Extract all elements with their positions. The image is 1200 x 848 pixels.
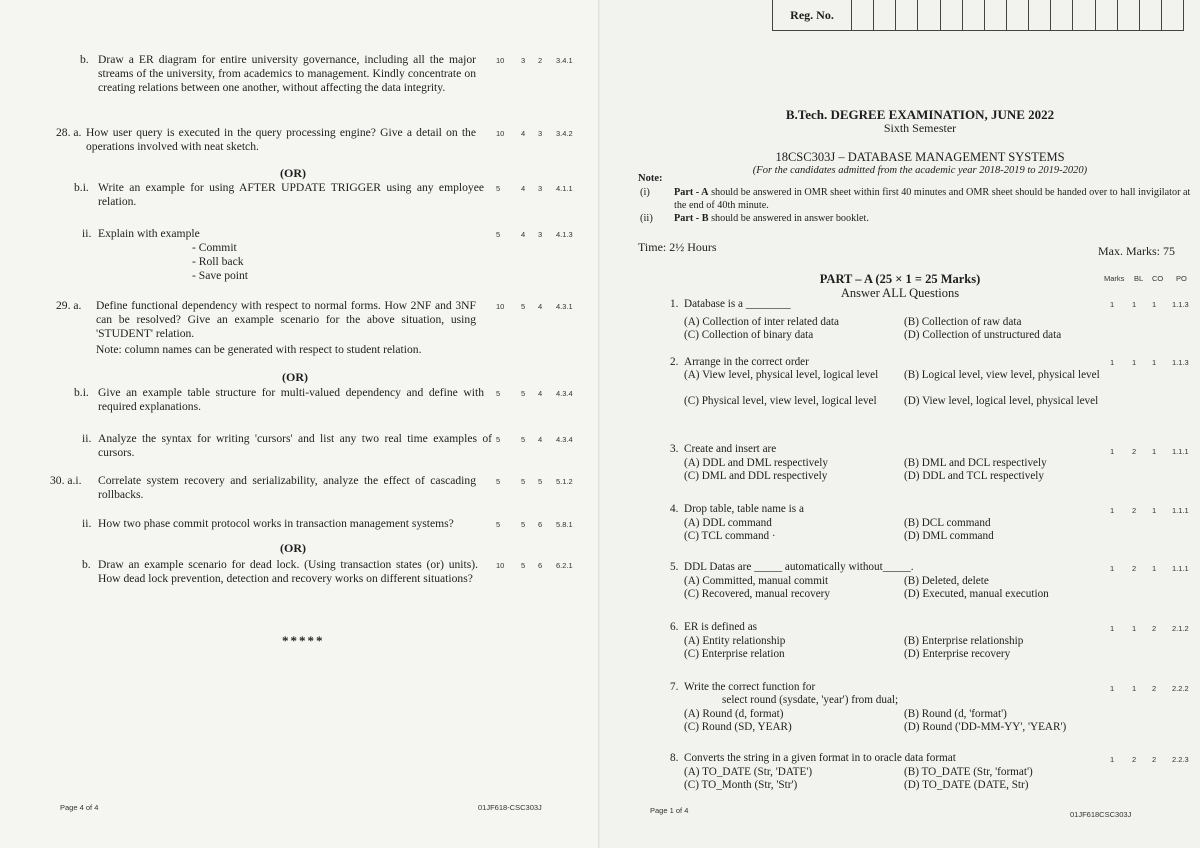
note-1-num: (i) <box>640 187 650 198</box>
mcq-3: 3. Create and insert are <box>670 443 777 455</box>
question-text: Analyze the syntax for writing 'cursors' and list any two real time examples of cursors. <box>98 432 492 459</box>
mcq-option: (B) Collection of raw data <box>904 316 1022 328</box>
mcq-option: (C) TCL command · <box>684 530 776 542</box>
footer-page-number: Page 1 of 4 <box>650 806 689 815</box>
mcq-text: Write the correct function for <box>684 681 816 693</box>
note-1-bold: Part - A <box>674 187 709 198</box>
question-text: How two phase commit protocol works in transaction management systems? <box>98 517 454 530</box>
mcq-option: (D) View level, logical level, physical level <box>904 395 1099 407</box>
candidates-note: (For the candidates admitted from the academic year 2018-2019 to 2019-2020) <box>752 165 1088 176</box>
mcq-text: Arrange in the correct order <box>684 356 809 368</box>
note-1-text: should be answered in OMR sheet within first 40 minutes and OMR sheet should be handed over to hall invigilator at the end of 40th minute. <box>674 187 1191 211</box>
mcq-option: (C) Recovered, manual recovery <box>684 588 830 600</box>
mcq-option: (A) Committed, manual commit <box>684 575 829 587</box>
question-text: Give an example table structure for multi-valued dependency and define with required explanations. <box>98 386 484 413</box>
exam-title: B.Tech. DEGREE EXAMINATION, JUNE 2022 <box>785 107 1055 122</box>
mcq-text: Drop table, table name is a <box>684 503 804 515</box>
mcq-7: 7. Write the correct function for <box>670 681 816 693</box>
mcq-option: (D) DDL and TCL respectively <box>904 470 1045 482</box>
note-2-text: should be answered in answer booklet. <box>708 213 869 224</box>
mcq-option: (B) DML and DCL respectively <box>904 457 1047 469</box>
or-separator: (OR) <box>282 370 308 384</box>
exam-time: Time: 2½ Hours <box>638 240 717 254</box>
reg-no-box <box>772 0 1184 31</box>
mcq-option: (D) TO_DATE (DATE, Str) <box>904 779 1029 791</box>
column-header-po: PO <box>1176 274 1187 283</box>
mcq-2: 2. Arrange in the correct order <box>670 356 809 368</box>
bullet-item: - Roll back <box>192 255 244 268</box>
note-1 <box>674 187 1198 212</box>
part-title: PART – A (25 × 1 = 25 Marks) <box>819 272 981 286</box>
or-separator: (OR) <box>280 166 306 180</box>
mcq-option: (B) DCL command <box>904 517 991 529</box>
question-number: 30. a.i. <box>50 474 82 487</box>
mcq-text: ER is defined as <box>684 621 758 633</box>
question-number: b.i. <box>74 181 89 194</box>
note-2-num: (ii) <box>640 213 653 224</box>
mcq-option: (A) Collection of inter related data <box>684 316 840 328</box>
mcq-subline: select round (sysdate, 'year') from dual; <box>722 694 899 706</box>
column-header-bl: BL <box>1134 274 1144 283</box>
question-number: ii. <box>82 432 92 445</box>
mcq-option: (C) Physical level, view level, logical level <box>684 395 877 407</box>
mcq-option: (B) Round (d, 'format') <box>904 708 1007 720</box>
question-text: Draw an example scenario for dead lock. (Using transaction states (or) units). How dead lock prevention, detection and recovery works on different situations? <box>98 558 478 585</box>
mcq-option: (B) Enterprise relationship <box>904 635 1024 647</box>
right-page: Reg. No. B.Tech. DEGREE EXAMINATION, JUNE 2022 Sixth Semester 18CSC303J – DATABASE MANAGEMENT SYSTEMS (For the candidates admitted from the academic year 2018-2019 to 2019-2020) Note: (i) Part - A should be answered in OMR sheet within first 40 minutes and OMR sheet should be handed over to hall invigilator at the end of 40th minute. (ii) Part - B should be answered in answer booklet. Time: 2½ Hours Max. Marks: 75 PART – A (25 × 1 = 25 Marks) Answer ALL Questions Marks BL CO PO 1. Database is a ________ (A) Collection of inter related data (B) Collection of raw data (C) Collection of binary data (D) Collection of unstructured data 1 1 1 1.1.3 2. Arrange in the correct order (A) View level, physical level, logical level (B) Logical level, view level, physical level (C) Physical level, view level, logical level (D) View level, logical level, physical level 1 1 1 1.1.3 3. Create and insert are (A) DDL and DML respectively (B) DML and DCL respectively (C) DML and DDL respectively (D) DDL and TCL respectively 1 2 1 1.1.1 4. Drop table, table name is a (A) DDL command (B) DCL command (C) TCL command · (D) DML command 1 2 1 1.1.1 5. DDL Datas are _____ automatically without_____. (A) Committed, manual commit (B) Deleted, delete (C) Recovered, manual recovery (D) Executed, manual execution 1 2 1 1.1.1 6. ER is defined as (A) Entity relationship (B) Enterprise relationship (C) Enterprise relation (D) Enterprise recovery 1 1 2 2.1.2 7. Write the correct function for select round (sysdate, 'year') from dual; (A) Round (d, format) (B) Round (d, 'format') (C) Round (SD, YEAR) (D) Round ('DD-MM-YY', 'YEAR') 1 1 2 2.2.2 8. Converts the string in a given format in to oracle data format (A) TO_DATE (Str, 'DATE') (B) TO_DATE (Str, 'format') (C) TO_Month (Str, 'Str') (D) TO_DATE (DATE, Str) 1 2 2 2.2.3 Page 1 of 4 01JF618CSC303J <box>600 0 1200 848</box>
course-title: 18CSC303J – DATABASE MANAGEMENT SYSTEMS <box>775 150 1065 164</box>
mcq-option: (A) DDL and DML respectively <box>684 457 828 469</box>
left-page: b. Draw a ER diagram for entire university governance, including all the major streams of the university, from academics to management. Kindly concentrate on creating relations between one another, without affecting the data integrity. 10 3 2 3.4.1 28. a. How user query is executed in the query processing engine? Give a detail on the operations involved with neat sketch. 10 4 3 3.4.2 (OR) b.i. Write an example for using AFTER UPDATE TRIGGER using any employee relation. 5 4 3 4.1.1 ii. Explain with example - Commit - Roll back - Save point 5 4 3 4.1.3 29. a. Define functional dependency with respect to normal forms. How 2NF and 3NF can be resolved? Give an example scenario for the above situation, using 'STUDENT' relation. Note: column names can be generated with respect to student relation. 10 5 4 4.3.1 (OR) b.i. Give an example table structure for multi-valued dependency and define with required explanations. 5 5 4 4.3.4 ii. Analyze the syntax for writing 'cursors' and list any two real time examples of cursors. 5 5 4 4.3.4 30. a.i. Correlate system recovery and serializability, analyze the effect of cascading rollbacks. 5 5 5 5.1.2 ii. How two phase commit protocol works in transaction management systems? 5 5 6 5.8.1 (OR) b. Draw an example scenario for dead lock. (Using transaction states (or) units). How dead lock prevention, detection and recovery works on different situations? 10 5 6 6.2.1 ***** Page 4 of 4 01JF618-CSC303J <box>0 0 600 848</box>
mcq-text: DDL Datas are _____ automatically without_____. <box>684 561 914 573</box>
note-2-bold: Part - B <box>674 213 709 224</box>
mcq-text: Create and insert are <box>684 443 777 455</box>
part-subtitle: Answer ALL Questions <box>840 286 960 300</box>
mcq-option: (A) TO_DATE (Str, 'DATE') <box>684 766 813 778</box>
question-note: Note: column names can be generated with respect to student relation. <box>96 343 422 356</box>
footer-paper-code: 01JF618CSC303J <box>1070 810 1132 819</box>
mcq-option: (D) Executed, manual execution <box>904 588 1049 600</box>
question-text: How user query is executed in the query processing engine? Give a detail on the operations involved with neat sketch. <box>86 126 476 153</box>
question-number: ii. <box>82 517 92 530</box>
max-marks: Max. Marks: 75 <box>1098 244 1175 258</box>
mcq-option: (A) View level, physical level, logical level <box>684 369 879 381</box>
mcq-5: 5. DDL Datas are _____ automatically without_____. <box>670 561 914 573</box>
footer-page-number: Page 4 of 4 <box>60 803 99 812</box>
bullet-item: - Commit <box>192 241 237 254</box>
mcq-option: (B) TO_DATE (Str, 'format') <box>904 766 1033 778</box>
question-text: Draw a ER diagram for entire university governance, including all the major streams of the university, from academics to management. Kindly concentrate on creating relations between one another, without affecting the data integrity. <box>98 53 476 94</box>
mcq-6: 6. ER is defined as <box>670 621 758 633</box>
mcq-option: (A) DDL command <box>684 517 772 529</box>
question-number: ii. <box>82 227 92 240</box>
mcq-text: Database is a ________ <box>684 298 791 310</box>
mcq-option: (D) Collection of unstructured data <box>904 329 1062 341</box>
question-number: 29. a. <box>56 299 82 312</box>
mcq-option: (D) DML command <box>904 530 994 542</box>
question-text: Define functional dependency with respect to normal forms. How 2NF and 3NF can be resolved? Give an example scenario for the above situation, using 'STUDENT' relation. <box>96 299 476 340</box>
mcq-option: (C) Collection of binary data <box>684 329 814 341</box>
mcq-option: (B) Deleted, delete <box>904 575 989 587</box>
mcq-option: (B) Logical level, view level, physical level <box>904 369 1100 381</box>
question-number: b. <box>82 558 91 571</box>
mcq-option: (C) DML and DDL respectively <box>684 470 828 482</box>
mcq-option: (A) Entity relationship <box>684 635 786 647</box>
mcq-text: Converts the string in a given format in to oracle data format <box>684 752 956 764</box>
mcq-option: (C) TO_Month (Str, 'Str') <box>684 779 798 791</box>
mcq-4: 4. Drop table, table name is a <box>670 503 804 515</box>
bullet-item: - Save point <box>192 269 249 282</box>
note-2 <box>674 213 1174 224</box>
or-separator: (OR) <box>280 541 306 555</box>
footer-paper-code: 01JF618-CSC303J <box>478 803 542 812</box>
mcq-option: (D) Round ('DD-MM-YY', 'YEAR') <box>904 721 1067 733</box>
semester: Sixth Semester <box>883 121 957 135</box>
note-label: Note: <box>638 173 663 184</box>
mcq-option: (D) Enterprise recovery <box>904 648 1011 660</box>
mcq-8: 8. Converts the string in a given format in to oracle data format <box>670 752 956 764</box>
mcq-option: (C) Enterprise relation <box>684 648 785 660</box>
column-header-co: CO <box>1152 274 1164 283</box>
question-text: Correlate system recovery and serializability, analyze the effect of cascading rollbacks. <box>98 474 476 501</box>
question-number: 28. a. <box>56 126 82 139</box>
end-stars: ***** <box>282 633 325 648</box>
question-text: Write an example for using AFTER UPDATE TRIGGER using any employee relation. <box>98 181 484 208</box>
reg-no-label: Reg. No. <box>773 0 852 30</box>
bullet-list <box>192 241 392 283</box>
mcq-1: 1. Database is a ________ <box>670 298 791 310</box>
question-number: b.i. <box>74 386 89 399</box>
mcq-option: (A) Round (d, format) <box>684 708 784 720</box>
mcq-option: (C) Round (SD, YEAR) <box>684 721 792 733</box>
question-number: b. <box>80 53 89 66</box>
question-text: Explain with example <box>98 227 200 240</box>
column-header-marks: Marks <box>1104 274 1125 283</box>
